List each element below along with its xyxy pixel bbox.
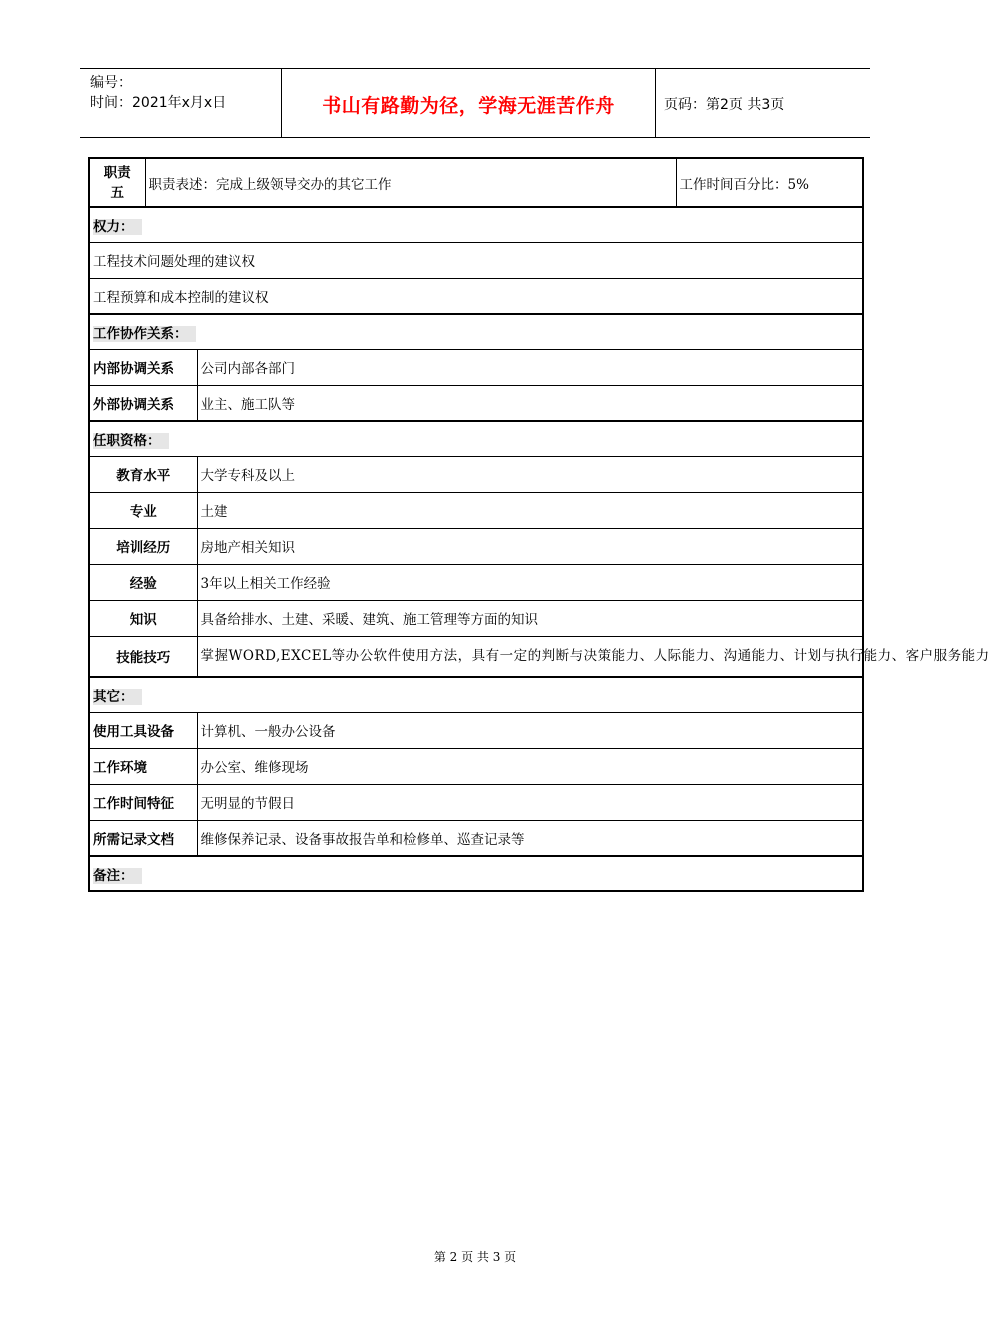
list-item bbox=[89, 278, 863, 314]
duty-row bbox=[89, 158, 863, 207]
other-value: 维修保养记录、设备事故报告单和检修单、巡查记录等 bbox=[197, 820, 863, 856]
cooperation-title: 工作协作关系： bbox=[89, 314, 863, 349]
qualification-value: 土建 bbox=[197, 492, 863, 528]
list-item bbox=[89, 242, 863, 278]
qualification-value: 3年以上相关工作经验 bbox=[197, 564, 863, 600]
other-label: 使用工具设备 bbox=[89, 712, 197, 748]
job-description-table bbox=[88, 157, 990, 892]
qualification-label: 知识 bbox=[89, 600, 197, 636]
qualification-label: 经验 bbox=[89, 564, 197, 600]
table-row bbox=[89, 636, 863, 677]
authority-item: 工程预算和成本控制的建议权 bbox=[89, 278, 863, 314]
table-row bbox=[89, 784, 863, 820]
qualification-label: 教育水平 bbox=[89, 456, 197, 492]
other-label: 工作时间特征 bbox=[89, 784, 197, 820]
table-row bbox=[89, 349, 863, 385]
table-row bbox=[89, 385, 863, 421]
section-row bbox=[89, 677, 863, 712]
qualification-value: 大学专科及以上 bbox=[197, 456, 863, 492]
table-row bbox=[89, 492, 863, 528]
time-label: 时间：2021年x月x日 bbox=[90, 95, 227, 111]
header-divider bbox=[655, 69, 656, 137]
table-row bbox=[89, 564, 863, 600]
table-row bbox=[89, 748, 863, 784]
section-row bbox=[89, 207, 863, 242]
table-row bbox=[89, 528, 863, 564]
qualification-title: 任职资格： bbox=[89, 421, 863, 456]
header-meta bbox=[90, 73, 226, 113]
qualification-label: 专业 bbox=[89, 492, 197, 528]
header-motto: 书山有路勤为径，学海无涯苦作舟 bbox=[322, 95, 615, 117]
internal-coordination-label: 内部协调关系 bbox=[89, 349, 197, 385]
duty-time-percent: 工作时间百分比：5% bbox=[676, 158, 863, 207]
authority-title: 权力： bbox=[89, 207, 863, 242]
other-label: 所需记录文档 bbox=[89, 820, 197, 856]
qualification-value: 具备给排水、土建、采暖、建筑、施工管理等方面的知识 bbox=[197, 600, 863, 636]
other-title: 其它： bbox=[89, 677, 863, 712]
qualification-label: 培训经历 bbox=[89, 528, 197, 564]
qualification-value: 房地产相关知识 bbox=[197, 528, 863, 564]
other-label: 工作环境 bbox=[89, 748, 197, 784]
section-row bbox=[89, 856, 863, 891]
table-row bbox=[89, 456, 863, 492]
duty-description: 职责表述：完成上级领导交办的其它工作 bbox=[145, 158, 676, 207]
authority-item: 工程技术问题处理的建议权 bbox=[89, 242, 863, 278]
table-row bbox=[89, 600, 863, 636]
duty-label: 职责 五 bbox=[89, 158, 145, 207]
other-value: 无明显的节假日 bbox=[197, 784, 863, 820]
table-row bbox=[89, 712, 863, 748]
other-value: 办公室、维修现场 bbox=[197, 748, 863, 784]
external-coordination-value: 业主、施工队等 bbox=[197, 385, 863, 421]
section-row bbox=[89, 421, 863, 456]
qualification-label: 技能技巧 bbox=[89, 636, 197, 677]
document-header bbox=[80, 68, 870, 138]
qualification-value: 掌握WORD,EXCEL等办公软件使用方法，具有一定的判断与决策能力、人际能力、沟通能力、计划与执行能力、客户服务能力 bbox=[197, 636, 863, 677]
internal-coordination-value: 公司内部各部门 bbox=[197, 349, 863, 385]
remarks-title: 备注： bbox=[89, 856, 863, 891]
section-row bbox=[89, 314, 863, 349]
other-value: 计算机、一般办公设备 bbox=[197, 712, 863, 748]
header-page-info: 页码：第2页 共3页 bbox=[664, 97, 785, 113]
table-row bbox=[89, 820, 863, 856]
external-coordination-label: 外部协调关系 bbox=[89, 385, 197, 421]
number-label: 编号： bbox=[90, 75, 132, 91]
page-footer: 第 2 页 共 3 页 bbox=[433, 1250, 517, 1264]
